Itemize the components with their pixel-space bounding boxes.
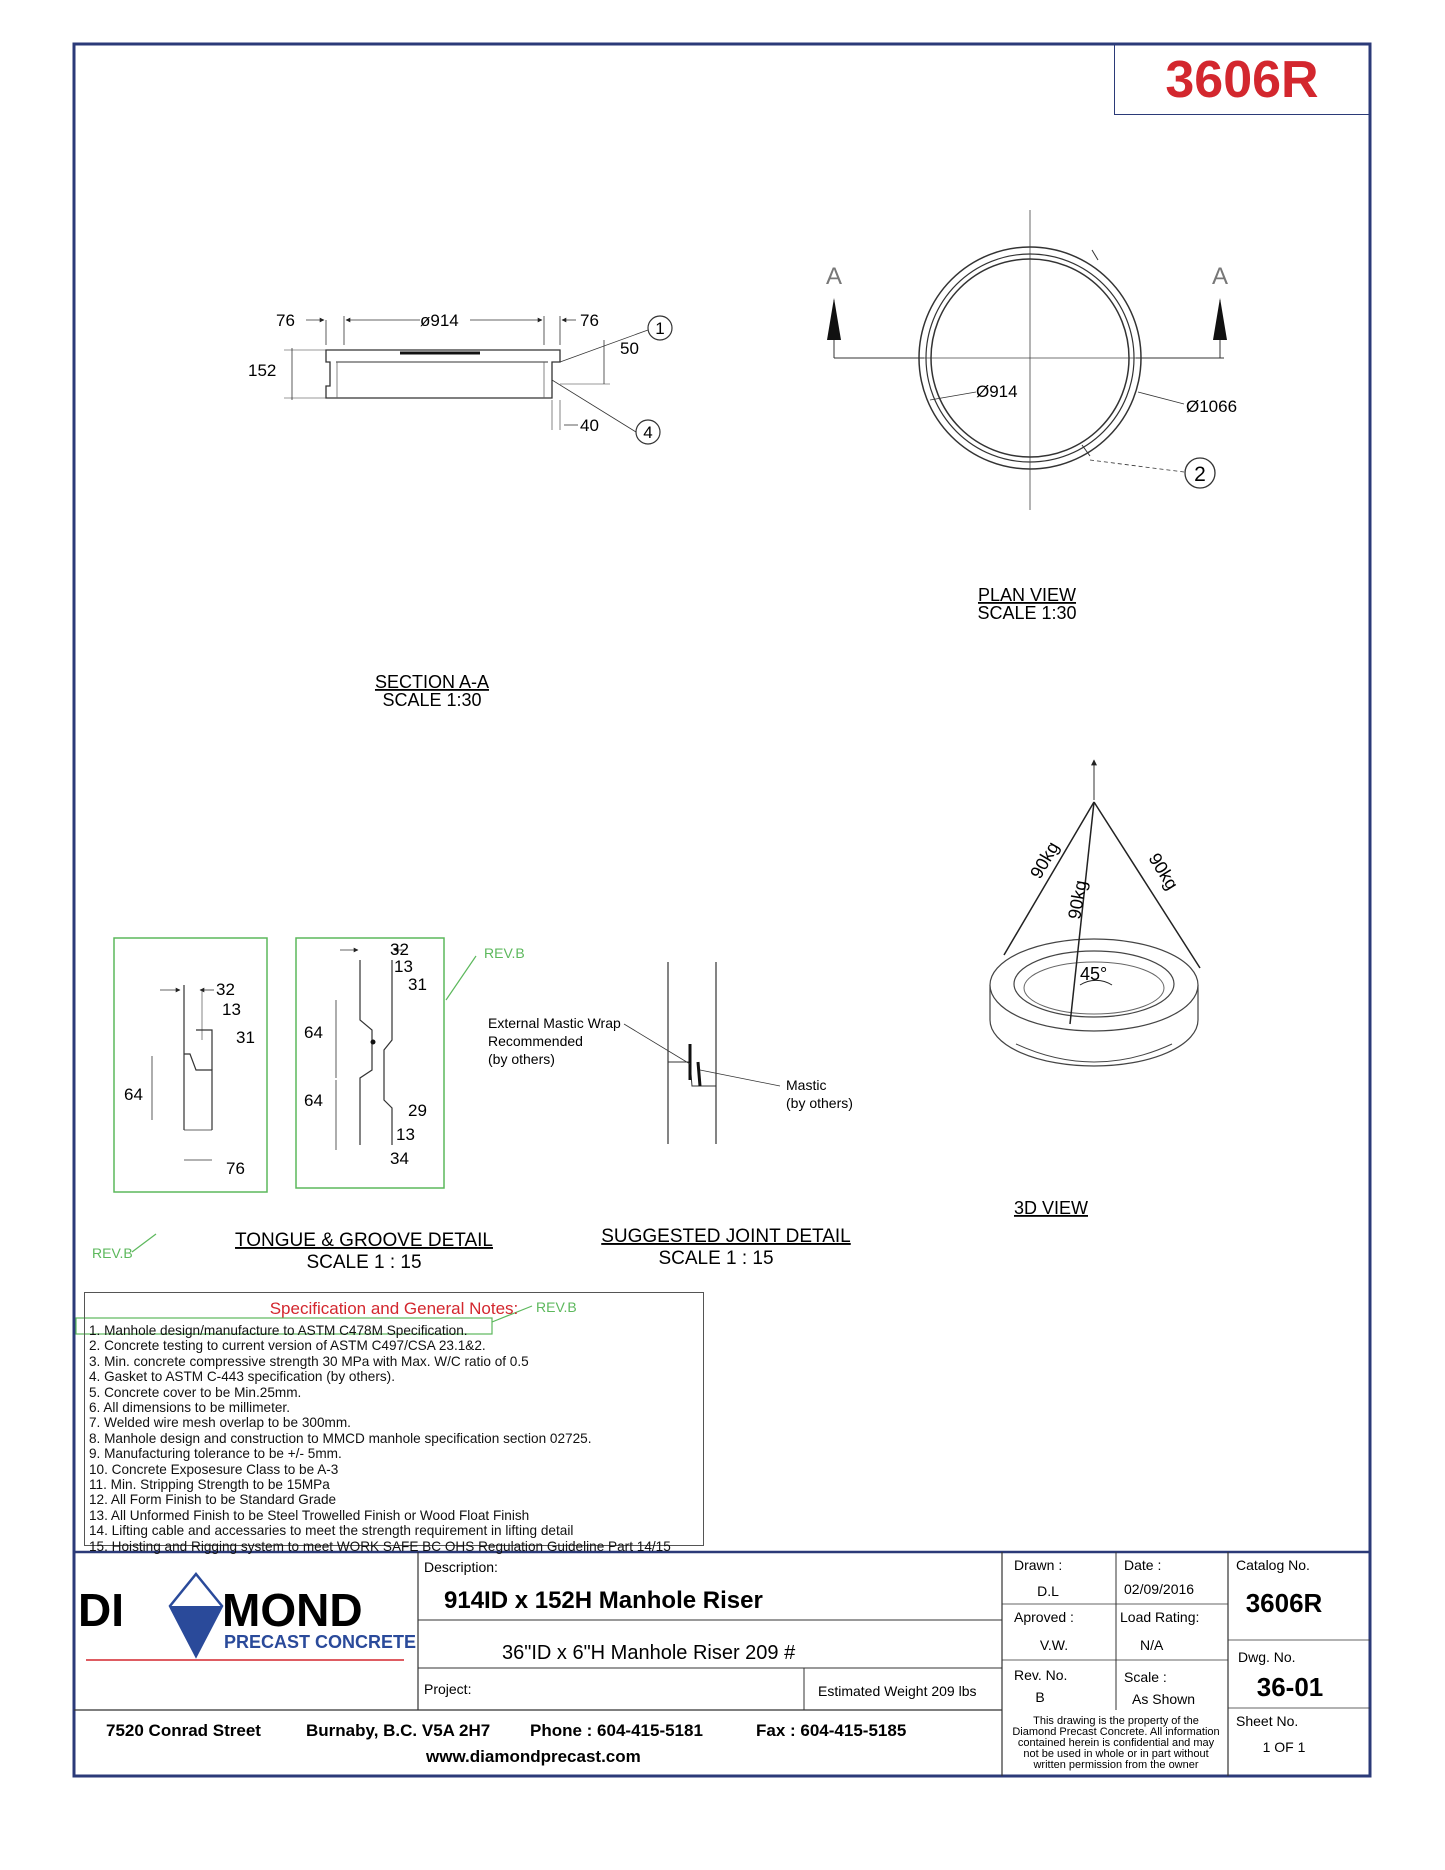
note-item: 1. Manhole design/manufacture to ASTM C478M Specification. [89,1323,468,1338]
tg-right-dim-32: 32 [390,940,409,959]
tg-right-dim-13: 13 [394,957,413,976]
notes-panel [84,1292,704,1554]
plan-outer-diameter: Ø1066 [1186,397,1238,416]
disclaimer-3: contained herein is confidential and may [1017,1737,1215,1749]
load-left: 90kg [1026,838,1063,882]
logo-sub: PRECAST CONCRETE [224,1632,417,1652]
plan-view [826,210,1237,623]
phone: Phone : 604-415-5181 [530,1721,703,1740]
joint-title: SUGGESTED JOINT DETAIL [601,1226,851,1247]
tg-right-dim-31: 31 [408,975,427,994]
tg-left-dim-64: 64 [124,1085,143,1104]
dim-diameter: ø914 [420,311,459,330]
sheet-value: 1 OF 1 [1262,1739,1306,1755]
disclaimer-1: This drawing is the property of the [1033,1715,1199,1727]
note-item: 11. Min. Stripping Strength to be 15MPa [89,1477,330,1493]
tg-left-dim-76: 76 [226,1159,245,1178]
dwg-label: Dwg. No. [1238,1649,1296,1665]
section-scale: SCALE 1:30 [382,690,482,710]
catalog-value: 3606R [1245,1588,1323,1618]
scale-value: As Shown [1132,1691,1196,1707]
dwg-value: 36-01 [1256,1672,1324,1702]
tg-right-dim-64b: 64 [304,1091,323,1110]
tg-left-dim-13: 13 [222,1000,241,1019]
load-label: Load Rating: [1120,1609,1200,1625]
note-item: 2. Concrete testing to current version of ASTM C497/CSA 23.1&2. [89,1338,486,1354]
note-item: 10. Concrete Exposesure Class to be A-3 [89,1461,339,1477]
joint-scale: SCALE 1 : 15 [658,1248,774,1269]
project-label: Project: [424,1681,472,1697]
note-item: 4. Gasket to ASTM C-443 specification (by others). [89,1369,395,1385]
notes-list [89,1323,671,1554]
scale-label: Scale : [1124,1669,1167,1685]
dim-76-right: 76 [580,311,599,330]
angle-label: 45° [1080,964,1108,984]
dim-76-left: 76 [276,311,295,330]
date-label: Date : [1124,1557,1162,1573]
tg-title: TONGUE & GROOVE DETAIL [235,1230,493,1251]
note-item: 13. All Unformed Finish to be Steel Trowelled Finish or Wood Float Finish [89,1507,530,1523]
logo-text-left: DI [78,1584,124,1636]
tongue-groove-detail [92,938,525,1273]
joint-wrap-label-3: (by others) [488,1051,555,1067]
approved-label: Aproved : [1014,1609,1074,1625]
note-item: 15. Hoisting and Rigging system to meet WORK SAFE BC OHS Regulation Guideline Part 14/15 [89,1538,671,1554]
view-3d [990,760,1200,1218]
joint-mastic-label-1: Mastic [786,1077,827,1093]
rev-b-tg-right: REV.B [484,945,525,961]
plan-inner-diameter: Ø914 [976,382,1018,401]
joint-wrap-label-2: Recommended [488,1033,583,1049]
tg-right-dim-29: 29 [408,1101,427,1120]
joint-wrap-label-1: External Mastic Wrap [488,1015,621,1031]
notes-title: Specification and General Notes: [269,1299,519,1318]
note-item: 6. All dimensions to be millimeter. [89,1400,290,1416]
tg-right-dim-64a: 64 [304,1023,323,1042]
logo-text-right: MOND [222,1584,363,1636]
section-view [248,311,672,710]
section-marker-right: A [1211,263,1229,290]
dim-bottom: 40 [580,416,599,435]
estimated-weight: Estimated Weight 209 lbs [818,1683,977,1699]
rev-value: B [1035,1689,1045,1705]
tg-left-dim-31: 31 [236,1028,255,1047]
description-sub: 36"ID x 6"H Manhole Riser 209 # [502,1642,796,1664]
title-block [74,1552,1370,1776]
section-title: SECTION A-A [374,672,490,692]
load-right: 90kg [1144,849,1183,894]
description-label: Description: [424,1559,498,1575]
note-item: 14. Lifting cable and accessaries to meet the strength requirement in lifting detail [89,1523,574,1539]
note-item: 5. Concrete cover to be Min.25mm. [89,1384,302,1400]
rev-b-tg-left: REV.B [92,1245,133,1261]
view3d-title: 3D VIEW [1013,1198,1089,1218]
joint-mastic-label-2: (by others) [786,1095,853,1111]
tg-left-dim-32: 32 [216,980,235,999]
joint-detail [488,962,853,1269]
city: Burnaby, B.C. V5A 2H7 [306,1721,491,1740]
description: 914ID x 152H Manhole Riser [444,1587,763,1614]
tg-right-dim-34: 34 [390,1149,409,1168]
disclaimer-2: Diamond Precast Concrete. All information [1012,1726,1220,1738]
drawn-value: D.L [1037,1583,1059,1599]
approved-value: V.W. [1039,1637,1069,1653]
note-item: 7. Welded wire mesh overlap to be 300mm. [89,1415,351,1431]
note-item: 3. Min. concrete compressive strength 30 MPa with Max. W/C ratio of 0.5 [89,1353,529,1369]
load-center: 90kg [1064,878,1091,921]
callout-2-label: 2 [1194,463,1206,486]
date-value: 02/09/2016 [1124,1581,1195,1597]
tg-scale: SCALE 1 : 15 [306,1252,422,1273]
callout-4-label: 4 [643,423,653,442]
section-marker-left: A [825,263,843,290]
address: 7520 Conrad Street [106,1721,261,1740]
rev-label: Rev. No. [1014,1667,1068,1683]
plan-title: PLAN VIEW [977,585,1077,605]
notes-rev-b: REV.B [536,1299,577,1315]
drawing-code: 3606R [1165,51,1319,109]
plan-scale: SCALE 1:30 [977,603,1077,623]
website[interactable]: www.diamondprecast.com [426,1747,641,1766]
callout-1-label: 1 [655,319,665,338]
tg-right-dim-13b: 13 [396,1125,415,1144]
load-value: N/A [1140,1637,1164,1653]
dim-step: 50 [620,339,639,358]
dim-height: 152 [248,361,277,380]
drawn-label: Drawn : [1014,1557,1063,1573]
note-item: 12. All Form Finish to be Standard Grade [89,1492,337,1508]
fax: Fax : 604-415-5185 [756,1721,907,1740]
catalog-label: Catalog No. [1236,1557,1310,1573]
note-item: 8. Manhole design and construction to MMCD manhole specification section 02725. [89,1430,592,1446]
note-item: 9. Manufacturing tolerance to be +/- 5mm. [89,1446,342,1462]
disclaimer-4: not be used in whole or in part without [1023,1748,1209,1760]
disclaimer-5: written permission from the owner [1033,1759,1199,1771]
sheet-label: Sheet No. [1236,1713,1299,1729]
